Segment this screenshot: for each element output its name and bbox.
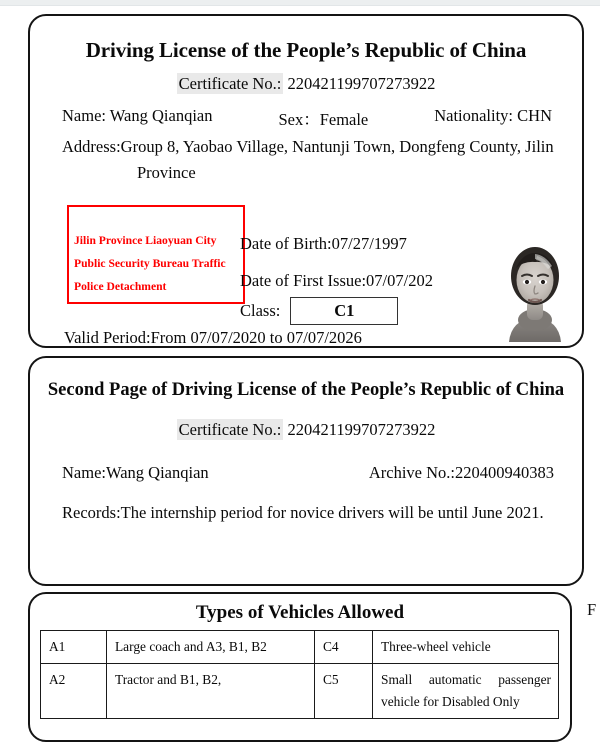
name-field: Name: Wang Qianqian: [62, 106, 213, 125]
official-stamp-box: [67, 205, 245, 304]
vehicle-code: A1: [41, 631, 107, 664]
page-top-strip: [0, 0, 600, 6]
archive-no-field: Archive No.:220400940383: [368, 463, 554, 482]
stamp-line-2: Public Security Bureau Traffic: [74, 257, 226, 270]
front-card-title: Driving License of the People’s Republic of China: [85, 38, 527, 62]
certificate-no-label: Certificate No.:: [178, 74, 282, 93]
vehicle-description: Three-wheel vehicle: [373, 631, 559, 664]
sex-field: Sex：Female: [278, 110, 369, 129]
nationality-field: Nationality: CHN: [434, 106, 552, 125]
valid-period-field: Valid Period:From 07/07/2020 to 07/07/2026: [64, 328, 362, 347]
address-field: [62, 134, 562, 186]
class-row: [240, 297, 398, 325]
front-identity-row: [62, 106, 552, 130]
front-certificate-line: [30, 74, 582, 94]
second-card-title: Second Page of Driving License of the People’s Republic of China: [47, 380, 565, 400]
class-value-box: C1: [290, 297, 398, 325]
certificate-no-value: 220421199707273922: [287, 74, 436, 93]
address-line-2: Province: [137, 163, 196, 182]
portrait-photo-graphic: [497, 238, 573, 342]
vehicle-description: Large coach and A3, B1, B2: [107, 631, 315, 664]
table-row: [41, 664, 559, 719]
second-identity-row: [62, 463, 554, 483]
date-of-first-issue-field: Date of First Issue:07/07/202: [240, 271, 433, 290]
vehicle-types-title: Types of Vehicles Allowed: [195, 602, 405, 623]
stamp-text: [74, 229, 237, 298]
certificate-no-label-2: Certificate No.:: [178, 420, 282, 439]
vehicle-types-table: [40, 630, 559, 719]
second-certificate-line: [30, 420, 582, 440]
certificate-no-value-2: 220421199707273922: [287, 420, 436, 439]
license-portrait-photo: [497, 238, 573, 342]
vehicle-code: A2: [41, 664, 107, 719]
name-field-2: Name:Wang Qianqian: [62, 463, 209, 482]
vehicle-description: Tractor and B1, B2,: [107, 664, 315, 719]
vehicle-types-card: [28, 592, 572, 742]
records-field: Records:The internship period for novice drivers will be until June 2021.: [62, 503, 544, 522]
vehicle-code: C4: [315, 631, 373, 664]
vehicle-description: Small automatic passenger vehicle for Disabled Only: [373, 664, 559, 719]
stamp-line-3: Police Detachment: [74, 280, 167, 293]
cut-off-edge-letter: F: [587, 600, 597, 619]
stamp-line-1: Jilin Province Liaoyuan City: [74, 234, 217, 247]
class-label: Class:: [240, 301, 281, 320]
table-row: [41, 631, 559, 664]
address-line-1: Address:Group 8, Yaobao Village, Nantunji Town, Dongfeng County, Jilin: [62, 137, 554, 156]
vehicle-code: C5: [315, 664, 373, 719]
date-of-birth-field: Date of Birth:07/27/1997: [240, 234, 407, 253]
license-front-card: [28, 14, 584, 348]
license-second-page-card: [28, 356, 584, 586]
